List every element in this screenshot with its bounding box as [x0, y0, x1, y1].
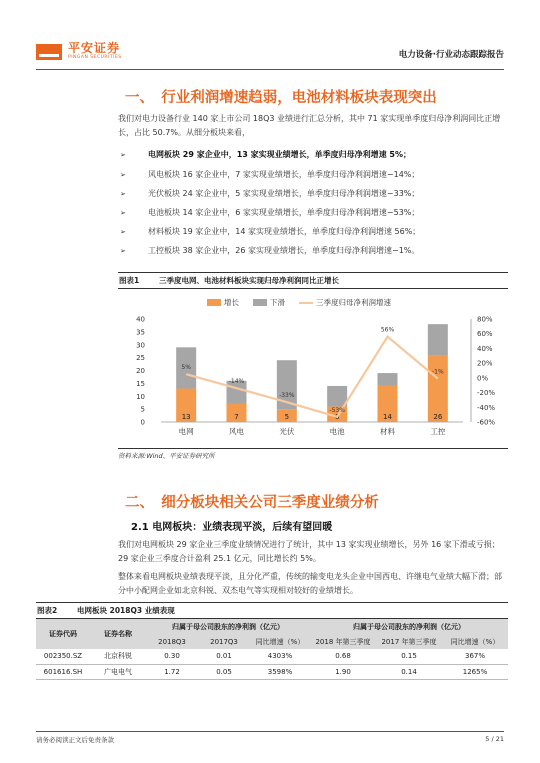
x-tick-label: 工控 — [430, 427, 446, 436]
bullet-material: ➢ 材料板块 19 家企业中，14 家实现业绩增长，单季度归母净利润增速 56%； — [120, 227, 421, 236]
cell-value: 0.68 — [310, 649, 376, 664]
bullet-wind: ➢ 风电板块 16 家企业中，7 家实现业绩增长，单季度归母净利润增速−14%； — [120, 170, 420, 179]
y-right-tick-label: 0% — [477, 374, 489, 383]
section2-heading: 二、 细分板块相关公司三季度业绩分析 — [125, 495, 379, 511]
bar-data-label: 26 — [433, 413, 443, 421]
y-right-tick-label: 60% — [477, 330, 493, 339]
cell-value: 0.01 — [198, 649, 250, 664]
bullet-battery: ➢ 电池板块 14 家企业中，6 家实现业绩增长，单季度归母净利润增速−53%； — [120, 208, 420, 217]
cell-code: 601616.SH — [36, 664, 90, 679]
figure1-title: 三季度电网、电池材料板块实现归母净利润同比正增长 — [159, 276, 339, 285]
y-left-tick-label: 30 — [136, 341, 145, 350]
cell-value: 1265% — [442, 664, 508, 679]
y-left-tick-label: 25 — [136, 354, 145, 363]
y-left-tick-label: 20 — [136, 367, 145, 375]
y-left-tick-label: 10 — [136, 392, 145, 401]
bar-decline — [378, 373, 398, 386]
subheader-yoy-2: 同比增速（%） — [442, 634, 508, 649]
group2-header: 归属于母公司股东的净利润（亿元） — [310, 619, 508, 634]
legend-growth: 增长 — [207, 297, 239, 308]
line-data-label: 5% — [181, 364, 191, 372]
col-name-header: 证券名称 — [90, 619, 146, 649]
cell-value: 0.15 — [376, 649, 442, 664]
report-title: 电力设备·行业动态跟踪报告 — [398, 50, 504, 60]
y-left-tick-label: 40 — [136, 315, 145, 324]
figure2-label: 图表2 — [37, 606, 58, 615]
cell-value: 0.05 — [198, 664, 250, 679]
y-right-tick-label: -60% — [477, 418, 496, 427]
section2-para1: 我们对电网板块 29 家企业三季度业绩情况进行了统计，其中 13 家实现业绩增长，另外 16 家下滑或亏损；29 家企业三季度合计盈利 25.1 亿元，同比增长约 5%。 — [118, 540, 500, 563]
line-data-label: -33% — [279, 392, 295, 400]
page-footer — [36, 731, 504, 745]
figure1-label: 图表1 — [119, 276, 140, 285]
y-right-tick-label: -20% — [477, 389, 496, 398]
bar-data-label: 7 — [234, 413, 239, 421]
table-row — [36, 649, 508, 664]
section1-heading: 一、 行业利润增速趋弱，电池材料板块表现突出 — [125, 90, 437, 106]
line-data-label: -14% — [228, 378, 245, 386]
legend-line-growth-rate — [299, 302, 313, 304]
cell-value: 4303% — [250, 649, 310, 664]
x-tick-label: 材料 — [380, 427, 395, 436]
logo-badge-icon — [36, 44, 62, 60]
bullet-arrow-icon: ➢ — [120, 190, 126, 198]
logo-cn: 平安证券 — [68, 41, 121, 55]
table-header-row — [36, 619, 508, 634]
line-data-label: -1% — [431, 368, 444, 376]
company-logo — [36, 42, 122, 61]
x-tick-label: 风电 — [229, 427, 244, 436]
logo-en: PINGAN SECURITIES — [68, 55, 122, 60]
bullet-arrow-icon: ➢ — [120, 228, 126, 236]
cell-value: 3598% — [250, 664, 310, 679]
bullet-arrow-icon: ➢ — [120, 171, 126, 179]
group1-header: 归属于母公司股东的净利润（亿元） — [146, 619, 310, 634]
figure1-caption — [118, 272, 508, 289]
x-tick-label: 光伏 — [279, 427, 295, 436]
figure1-source: 资料来源:Wind、平安证券研究所 — [118, 448, 508, 460]
figure1-chart — [118, 305, 508, 447]
subheader-yoy-1: 同比增速（%） — [250, 634, 310, 649]
bullet-control: ➢ 工控板块 38 家企业中，26 家实现业绩增长，单季度归母净利润增速−1%。 — [120, 246, 420, 255]
footer-disclaimer: 请务必阅读正文后免责条款 — [36, 736, 114, 744]
subheader-2017-q3: 2017 年第三季度 — [376, 634, 442, 649]
y-right-tick-label: 20% — [477, 359, 493, 368]
x-tick-label: 电网 — [178, 427, 194, 436]
y-right-tick-label: 80% — [477, 315, 493, 324]
subheader-2018-q3: 2018 年第三季度 — [310, 634, 376, 649]
cell-name: 广电电气 — [90, 664, 146, 679]
page-number: 5 / 21 — [485, 735, 504, 743]
section2-subheading: 2.1 电网板块：业绩表现平淡，后续有望回暖 — [131, 522, 333, 533]
cell-name: 北京科锐 — [90, 649, 146, 664]
bullet-arrow-icon: ➢ — [120, 247, 126, 255]
cell-code: 002350.SZ — [36, 649, 90, 664]
y-right-tick-label: -40% — [477, 403, 496, 412]
table-row — [36, 664, 508, 679]
bullet-arrow-icon: ➢ — [120, 209, 126, 217]
figure2-title: 电网板块 2018Q3 业绩表现 — [77, 606, 175, 615]
bar-data-label: 13 — [181, 413, 191, 421]
bar-data-label: 5 — [284, 413, 290, 421]
bar-data-label: 6 — [334, 413, 340, 421]
cell-value: 0.30 — [146, 649, 198, 664]
figure2-caption — [36, 602, 508, 619]
page-header — [36, 36, 504, 70]
subheader-2017q3: 2017Q3 — [198, 634, 250, 649]
bullet-arrow-icon: ➢ — [120, 151, 126, 159]
legend-decline: 下滑 — [253, 297, 285, 308]
section2-para2: 整体来看电网板块业绩表现平淡，且分化严重，传统的输变电龙头企业中国西电、许继电气业绩大幅下滑；部分中小配网企业如北京科锐、双杰电气等实现相对较好的业绩增长。 — [118, 572, 502, 595]
y-left-tick-label: 15 — [136, 379, 145, 388]
bar-data-label: 14 — [383, 413, 392, 421]
figure2-table — [36, 619, 508, 680]
x-tick-label: 电池 — [329, 427, 345, 436]
y-left-tick-label: 0 — [140, 418, 145, 427]
legend-growth-rate: 三季度归母净利润增速 — [299, 297, 391, 308]
bar-decline — [327, 386, 347, 407]
bar-growth — [428, 355, 448, 422]
cell-value: 1.90 — [310, 664, 376, 679]
cell-value: 1.72 — [146, 664, 198, 679]
bullet-pv: ➢ 光伏板块 24 家企业中，5 家实现业绩增长，单季度归母净利润增速−33%； — [120, 189, 420, 198]
cell-value: 0.14 — [376, 664, 442, 679]
col-code-header: 证券代码 — [36, 619, 90, 649]
section1-intro: 我们对电力设备行业 140 家上市公司 18Q3 业绩进行汇总分析，其中 71 家实现单季度归母净利润同比正增长，占比 50.7%。从细分板块来看， — [118, 114, 501, 137]
bar-decline — [428, 324, 448, 355]
y-left-tick-label: 5 — [140, 405, 145, 414]
bullet-grid: ➢ 电网板块 29 家企业中，13 家实现业绩增长，单季度归母净利增速 5%； — [120, 150, 411, 159]
y-left-tick-label: 35 — [136, 328, 145, 337]
y-right-tick-label: 40% — [477, 344, 493, 353]
subheader-2018q3: 2018Q3 — [146, 634, 198, 649]
line-growth-rate — [186, 337, 438, 417]
line-data-label: 56% — [380, 326, 395, 334]
cell-value: 367% — [442, 649, 508, 664]
line-data-label: -53% — [329, 406, 345, 414]
